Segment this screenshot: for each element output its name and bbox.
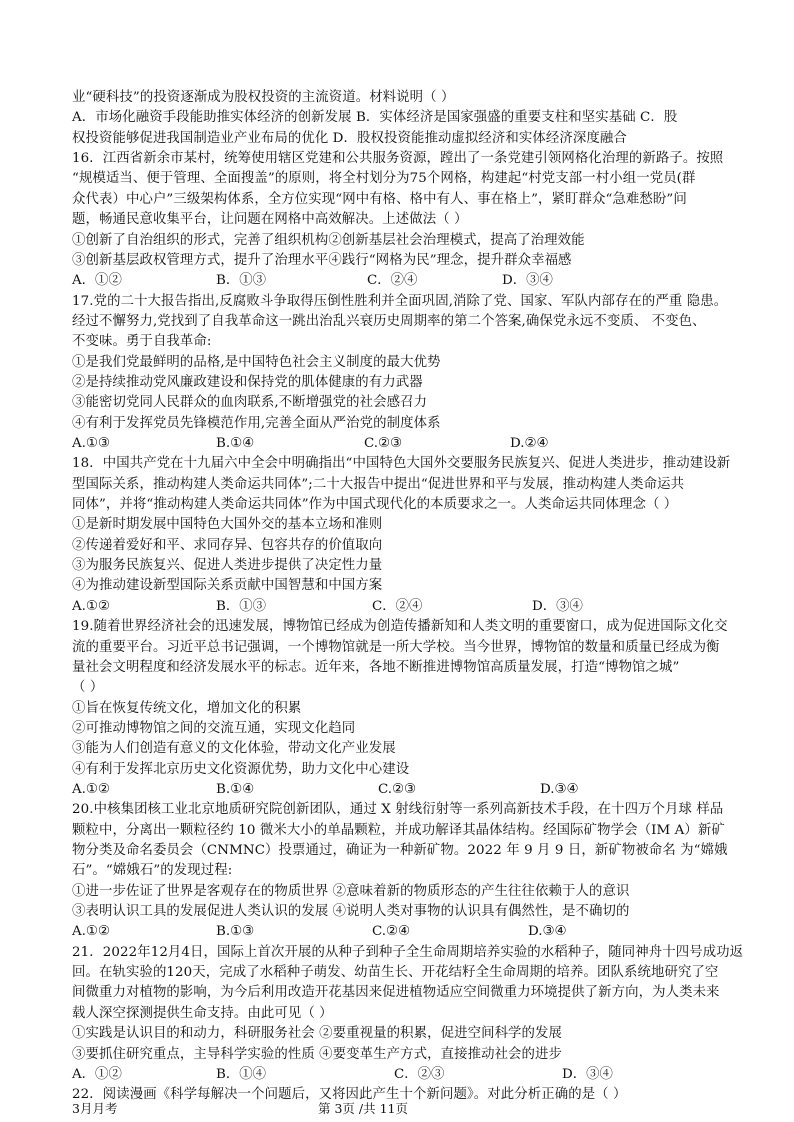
answer-options: [72, 1065, 712, 1085]
text-line: 同体”，并将“推动构建人类命运共同体”作为中国式现代化的本质要求之一。人类命运共同体理念（ ）: [72, 497, 678, 512]
text-line: 回。在轨实验的120天，完成了水稻种子萌发、幼苗生长、开花结籽全生命周期的培养。团队系统地研究了空: [72, 965, 719, 981]
choice-line: ③能为人们创造有意义的文化体验，带动文化产业发展: [72, 741, 396, 757]
choice-line: ①是我们党最鲜明的品格,是中国特色社会主义制度的最大优势: [72, 354, 441, 370]
option-c: C．②④: [372, 598, 423, 614]
option-a: A.①②: [72, 598, 110, 614]
option-c: C.②③: [364, 436, 403, 451]
text-line: 众代表）中心户”三级架构体系，全方位实现“网中有格、格中有人、事在格上”，紧盯群众“急难愁盼”问: [72, 191, 687, 207]
text-line: 流的重要平台。习近平总书记强调，一个博物馆就是一所大学校。当今世界，博物馆的数量和质量已经成为衡: [72, 639, 720, 655]
choice-line: ①旨在恢复传统文化，增加文化的积累: [72, 700, 302, 716]
option-c: C．②③: [394, 1066, 445, 1082]
text-line: 不变味。勇于自我革命:: [72, 334, 212, 350]
question-16: 16．江西省新余市某村，统筹使用辖区党建和公共服务资源，蹚出了一条党建引领网格化治理的新路子。按照: [72, 151, 724, 167]
text-line: 间微重力对植物的影响，为今后利用改造开花基因来促进植物适应空间微重力环境提供了新方向，为人类未来: [72, 985, 720, 1001]
text-line: 权投资能够促进我国制造业产业布局的优化 D．股权投资能推动虚拟经济和实体经济深度融合: [72, 130, 627, 146]
option-d: D.③④: [540, 781, 579, 797]
choice-line: ②是持续推动党风廉政建设和保持党的肌体健康的有力武器: [72, 374, 423, 390]
answer-options: [72, 271, 712, 291]
answer-options: [72, 597, 712, 617]
option-a: A．①②: [72, 1066, 122, 1082]
choice-line: ②传递着爱好和平、求同存异、包容共存的价值取向: [72, 537, 383, 553]
option-b: B.①④: [216, 436, 255, 451]
answer-options: [72, 434, 712, 454]
text-line: 载人深空探测提供生命支持。由此可见（ ）: [72, 1005, 333, 1021]
choice-line: ③为服务民族复兴、促进人类进步提供了决定性力量: [72, 558, 383, 573]
text-line: 量社会文明程度和经济发展水平的标志。近年来，各地不断推进博物馆高质量发展，打造“博物馆之城”: [72, 659, 680, 675]
choice-line: ①进一步佐证了世界是客观存在的物质世界 ②意味着新的物质形态的产生往往依赖于人的意识: [72, 883, 630, 899]
option-c: C．②④: [367, 273, 418, 289]
option-b: B.①③: [216, 924, 255, 940]
option-c: C.②③: [378, 781, 417, 797]
option-c: C.②④: [372, 924, 411, 940]
option-d: D．③④: [502, 273, 553, 289]
text-line: 经过不懈努力,党找到了自我革命这一跳出治乱兴衰历史周期率的第二个答案,确保党永远不变质、 不变色、: [72, 313, 706, 329]
option-a: A.①②: [72, 924, 110, 940]
question-21: 21．2022年12月4日，国际上首次开展的从种子到种子全生命周期培养实验的水稻种子，随同神舟十四号成功返: [72, 944, 744, 960]
option-a: A．①②: [72, 273, 122, 289]
text-line: “规模适当、便于管理、全面搜盖”的原则，将全村划分为75个网格，构建起“村党支部一村小组一党员(群: [72, 171, 696, 187]
option-d: D．③④: [532, 598, 583, 614]
text-line: 物分类及命名委员会（CNMNC）投票通过，确证为一种新矿物。2022 年 9 月 9 日，新矿物被命名 为“嫦娥: [72, 843, 728, 858]
option-d: D．③④: [562, 1066, 613, 1082]
footer-exam-name: 3月月考: [72, 1101, 118, 1116]
footer-page-number: 第 3页 /共 11页: [318, 1101, 408, 1116]
text-line: 石”。“嫦娥石”的发现过程:: [72, 863, 233, 879]
answer-blank: （ ）: [72, 680, 104, 696]
choice-line: ①创新了自治组织的形式，完善了组织机构②创新基层社会治理模式，提高了治理效能: [72, 232, 585, 248]
text-line: 颗粒中，分离出一颗粒径约 10 微米大小的单晶颗粒，并成功解译其晶体结构。经国际矿物学会（IM A）新矿: [72, 822, 725, 838]
text-line: 业“硬科技”的投资逐渐成为股权投资的主流资道。材料说明（ ）: [72, 90, 455, 105]
text-line: 题，畅通民意收集平台，让问题在网格中高效解决。上述做法（ ）: [72, 212, 468, 228]
question-22: 22．阅读漫画《科学每解决一个问题后，又将因此产生十个新问题》。对此分析正确的是（ ）: [72, 1087, 627, 1103]
option-b: B.①④: [216, 781, 255, 797]
choice-line: ③要抓住研究重点，主导科学实验的性质 ④要变革生产方式，直接推动社会的进步: [72, 1046, 563, 1062]
choice-line: ①是新时期发展中国特色大国外交的基本立场和准则: [72, 517, 383, 533]
option-d: D.③④: [528, 924, 567, 940]
choice-line: ①实践是认识目的和动力，科研服务社会 ②要重视量的积累，促进空间科学的发展: [72, 1026, 563, 1042]
text-line: A．市场化融资手段能助推实体经济的创新发展 B．实体经济是国家强盛的重要支柱和坚实基础 C．股: [72, 110, 678, 126]
answer-options: [72, 780, 712, 800]
option-a: A.①③: [72, 436, 110, 451]
choice-line: ③创新基层政权管理方式，提升了治理水平④践行“网格为民”理念，提升群众幸福感: [72, 252, 572, 268]
text-line: 型国际关系，推动构建人类命运共同体”;二十大报告中提出“促进世界和平与发展，推动构建人类命运共: [72, 476, 685, 492]
answer-options: [72, 922, 712, 942]
choice-line: ③能密切党同人民群众的血肉联系,不断增强党的社会感召力: [72, 395, 428, 411]
choice-line: ④为推动建设新型国际关系贡献中国智慧和中国方案: [72, 578, 383, 594]
question-18: 18．中国共产党在十九届六中全会中明确指出“中国特色大国外交要服务民族复兴、促进人类进步，推动建设新: [72, 456, 731, 472]
choice-line: ③表明认识工具的发展促进人类认识的发展 ④说明人类对事物的认识具有偶然性，是不确切的: [72, 904, 630, 919]
question-19: 19.随着世界经济社会的迅速发展，博物馆已经成为创造传播新知和人类文明的重要窗口，成为促进国际文化交: [72, 619, 728, 635]
option-d: D.②④: [510, 436, 549, 451]
question-17: 17.党的二十大报告指出,反腐败斗争取得压倒性胜利并全面巩固,消除了党、国家、军队内部存在的严重 隐患。: [72, 293, 728, 309]
option-b: B．①③: [216, 273, 267, 289]
option-b: B．①③: [216, 598, 267, 614]
choice-line: ②可推动博物馆之间的交流互通，实现文化趋同: [72, 720, 356, 736]
choice-line: ④有利于发挥党员先锋模范作用,完善全面从严治党的制度体系: [72, 415, 441, 431]
option-a: A.①②: [72, 781, 110, 797]
choice-line: ④有利于发挥北京历史文化资源优势，助力文化中心建设: [72, 761, 410, 777]
option-b: B．①④: [216, 1066, 267, 1082]
question-20: 20.中核集团核工业北京地质研究院创新团队，通过 X 射线衍射等一系列高新技术手段，在十四万个月球 样品: [72, 802, 724, 818]
